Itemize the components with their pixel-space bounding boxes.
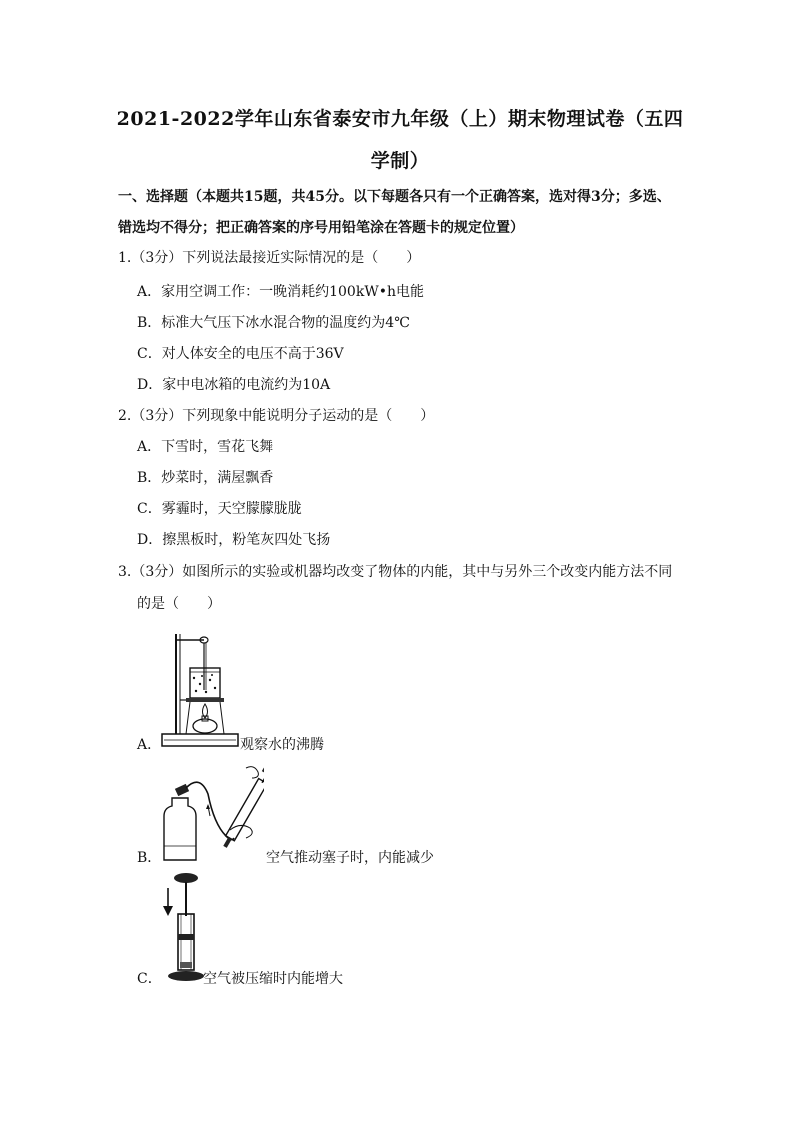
- exam-title-line2: 学制）: [370, 150, 430, 172]
- question-1-option-c: C．对人体安全的电压不高于36V: [137, 346, 344, 362]
- section-heading: 一、选择题（本题共15题，共45分。以下每题各只有一个正确答案，选对得3分；多选、错选均不得分；把正确答案的序号用铅笔涂在答题卡的规定位置）: [118, 189, 671, 236]
- question-1-option-a: A．家用空调工作：一晚消耗约100kW•h电能: [137, 284, 424, 300]
- question-2-option-b: B．炒菜时，满屋飘香: [137, 470, 274, 486]
- question-3-option-c-letter: C．: [137, 971, 162, 987]
- question-3-option-c-caption: 空气被压缩时内能增大: [203, 971, 343, 987]
- boiling-water-apparatus-figure: [160, 628, 240, 750]
- question-3-option-a-caption: 观察水的沸腾: [240, 737, 324, 753]
- question-2-option-d: D．擦黑板时，粉笔灰四处飞扬: [137, 532, 331, 548]
- exam-title-line1: 2021-2022学年山东省泰安市九年级（上）期末物理试卷（五四: [116, 108, 684, 130]
- question-2-option-a: A．下雪时，雪花飞舞: [137, 439, 274, 455]
- question-3-option-b-letter: B．: [137, 850, 162, 866]
- question-2-option-c: C．雾霾时，天空朦朦胧胧: [137, 501, 302, 517]
- question-2-stem: 2.（3分）下列现象中能说明分子运动的是（ ）: [118, 408, 435, 424]
- question-3-option-b-caption: 空气推动塞子时，内能减少: [266, 850, 434, 866]
- air-compression-cylinder-figure: [160, 870, 204, 986]
- question-1-option-b: B．标准大气压下冰水混合物的温度约为4℃: [137, 315, 410, 331]
- question-1-stem: 1.（3分）下列说法最接近实际情况的是（ ）: [118, 250, 421, 266]
- question-3-stem-cont: 的是（ ）: [137, 596, 221, 612]
- bottle-pump-figure: [160, 764, 264, 864]
- question-1-option-d: D．家中电冰箱的电流约为10A: [137, 377, 331, 393]
- question-3-option-a-letter: A．: [137, 737, 162, 753]
- question-3-stem: 3.（3分）如图所示的实验或机器均改变了物体的内能，其中与另外三个改变内能方法不同: [118, 564, 673, 580]
